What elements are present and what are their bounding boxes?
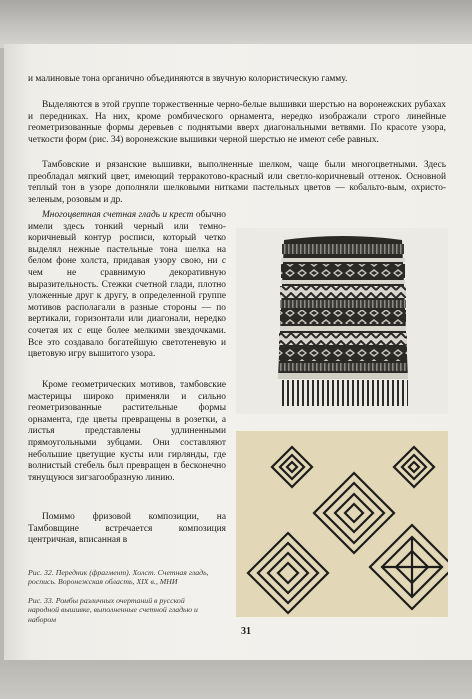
background-bottom	[0, 660, 472, 699]
paragraph-4	[28, 210, 226, 361]
rhombus-illustration	[236, 431, 448, 617]
rhombus-large-left	[248, 533, 328, 613]
caption-fig-32: Рис. 32. Передник (фрагмент). Холст. Счетная гладь, роспись. Воронежская область, XIX в., МНИ	[28, 568, 209, 587]
background-top	[0, 0, 472, 48]
figure-32-apron-photo	[236, 228, 448, 414]
rhombus-large-center	[314, 473, 394, 553]
paragraph-4-lead: Многоцветная счетная гладь и крест	[42, 210, 194, 220]
paragraph-6: Помимо фризовой композиции, на Тамбовщине встречается композиция центричная, вписанная в	[28, 512, 226, 546]
apron-illustration	[236, 228, 448, 414]
figure-33-rhombus-patterns	[236, 431, 448, 617]
caption-fig-33: Рис. 33. Ромбы различных очертаний в русской народной вышивке, выполненные счетной гладью и набором	[28, 596, 198, 624]
paragraph-2: Выделяются в этой группе торжественные черно-белые вышивки шерстью на воронежских рубахах и передниках. На них, кроме ромбического орнамента, нередко изображали строго линейные геометризованные формы деревьев с поднятыми вверх диагональными ветвями. По красоте узора, четкости форм (рис. 34) воронежские вышивки черной шерстью не имеют себе равных.	[28, 100, 446, 145]
rhombus-small-right	[394, 447, 434, 487]
paragraph-3: Тамбовские и рязанские вышивки, выполненные шелком, чаще были многоцветными. Здесь преобладал мягкий цвет, имеющий терракотово-красный или светло-коричневый оттенок. Основной теплый тон в узоре дополняли шелковыми нитками пастельных цветов — кобальто-вым, охристо-зеленым, розовым и др.	[28, 160, 446, 205]
rhombus-large-right	[370, 525, 448, 609]
paragraph-4-text: обычно имели здесь тонкий черный или темно-коричневый контур росписи, который четко выделял нежные пастельные тона шелка на белом фоне холста, придавая узору свою, ни с чем не сравнимую декоративную выразительность. Стежки счетной глади, плотно уложенные друг к другу, в определенной группе мотивов располагали в разные стороны — по вертикали, горизонтали или диагонали, нередко сочетая их с еще более мелкими звездочками. Все это создавало богатейшую светотеневую и цветовую игру вышитого узора.	[28, 210, 226, 360]
paragraph-5: Кроме геометрических мотивов, тамбовские мастерицы широко применяли и сильно геометризованные растительные формы орнамента, где цветы превращены в розетки, а листья представлены удлиненными прямоугольными зубцами. Они составляют небольшие цветущие кусты или гирлянды, где волнистый стебель был превращен в бесконечно тянущуюся зигзагообразную линию.	[28, 380, 226, 483]
rhombus-small-left	[272, 447, 312, 487]
page-number: 31	[241, 626, 251, 637]
paragraph-1: и малиновые тона органично объединяются в звучную колористическую гамму.	[28, 74, 348, 84]
